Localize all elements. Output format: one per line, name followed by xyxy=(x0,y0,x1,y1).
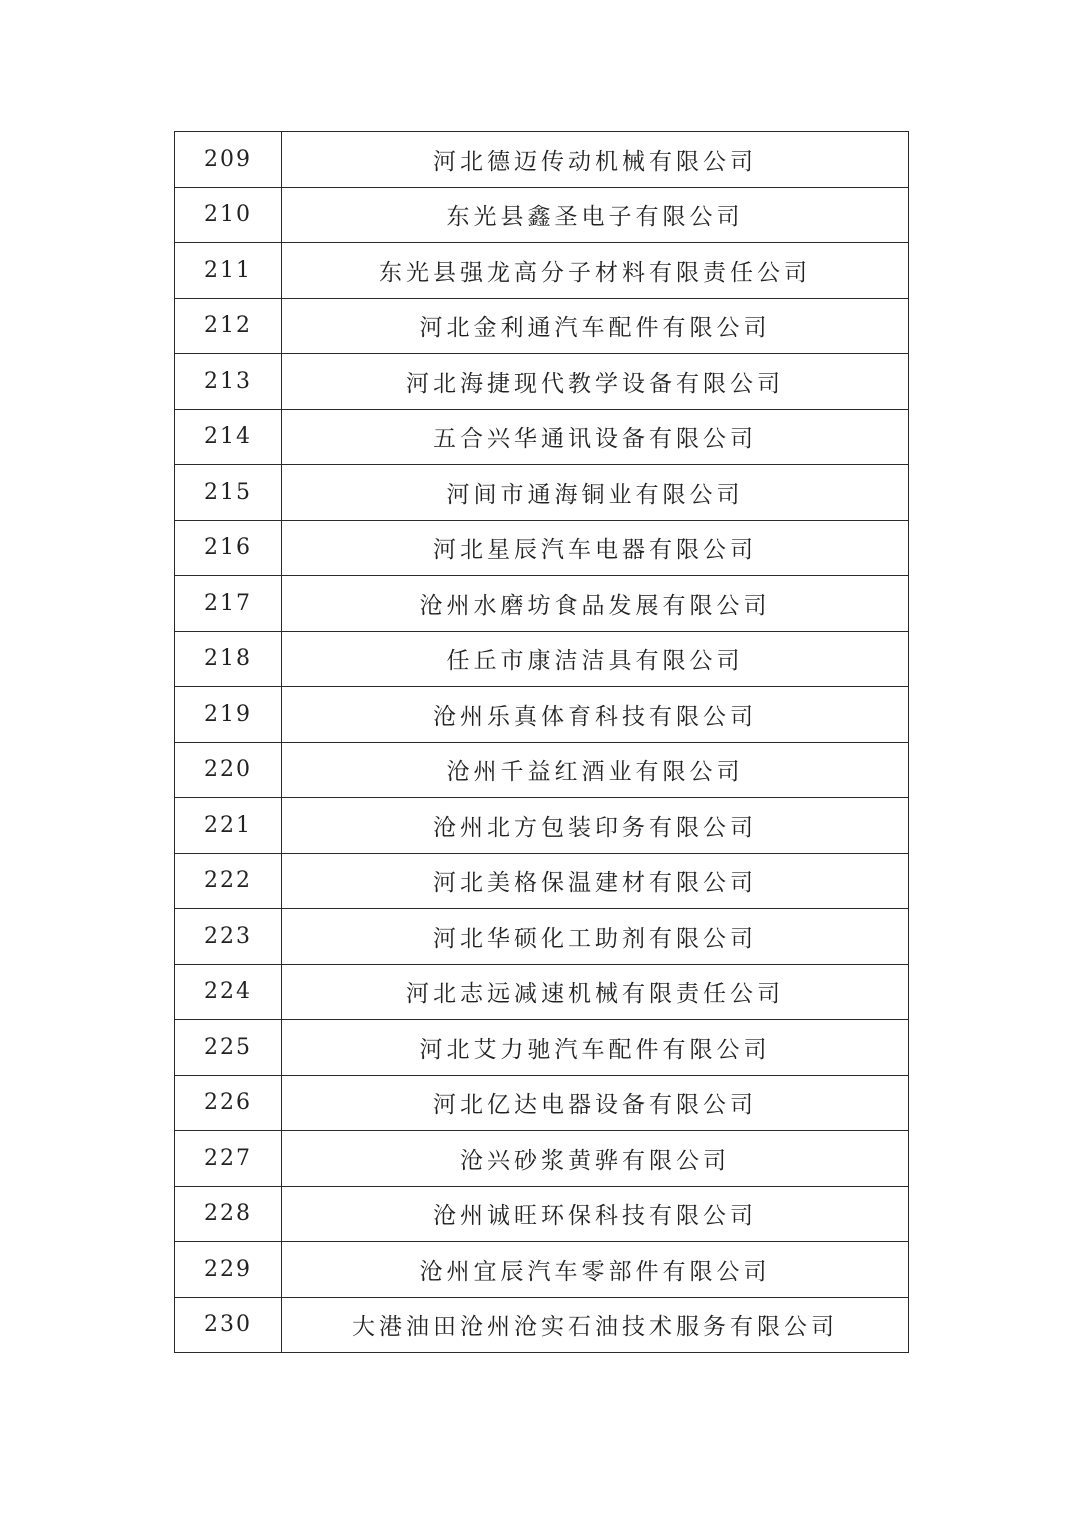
company-list-table xyxy=(174,131,909,1353)
table-row xyxy=(175,243,909,299)
company-name-cell: 河北志远减速机械有限责任公司 xyxy=(282,964,909,1020)
table-row xyxy=(175,298,909,354)
table-row xyxy=(175,132,909,188)
row-number-cell: 217 xyxy=(175,576,282,632)
row-number-cell: 221 xyxy=(175,798,282,854)
row-number-cell: 215 xyxy=(175,465,282,521)
row-number-cell: 219 xyxy=(175,687,282,743)
row-number-cell: 228 xyxy=(175,1186,282,1242)
company-name-cell: 河北星辰汽车电器有限公司 xyxy=(282,520,909,576)
row-number-cell: 223 xyxy=(175,909,282,965)
table-row xyxy=(175,576,909,632)
table-row xyxy=(175,520,909,576)
table-row xyxy=(175,409,909,465)
table-row xyxy=(175,1075,909,1131)
company-name-cell: 沧州水磨坊食品发展有限公司 xyxy=(282,576,909,632)
row-number-cell: 226 xyxy=(175,1075,282,1131)
company-name-cell: 沧州北方包装印务有限公司 xyxy=(282,798,909,854)
company-name-cell: 沧州诚旺环保科技有限公司 xyxy=(282,1186,909,1242)
table-row xyxy=(175,964,909,1020)
company-name-cell: 沧州宜辰汽车零部件有限公司 xyxy=(282,1242,909,1298)
company-name-cell: 沧州千益红酒业有限公司 xyxy=(282,742,909,798)
row-number-cell: 209 xyxy=(175,132,282,188)
row-number-cell: 212 xyxy=(175,298,282,354)
row-number-cell: 218 xyxy=(175,631,282,687)
table-row xyxy=(175,465,909,521)
table-row xyxy=(175,909,909,965)
row-number-cell: 225 xyxy=(175,1020,282,1076)
company-name-cell: 东光县鑫圣电子有限公司 xyxy=(282,187,909,243)
company-name-cell: 河北金利通汽车配件有限公司 xyxy=(282,298,909,354)
table-row xyxy=(175,853,909,909)
table-row xyxy=(175,742,909,798)
table-row xyxy=(175,187,909,243)
table-row xyxy=(175,687,909,743)
company-name-cell: 河间市通海铜业有限公司 xyxy=(282,465,909,521)
company-name-cell: 大港油田沧州沧实石油技术服务有限公司 xyxy=(282,1297,909,1353)
company-name-cell: 河北海捷现代教学设备有限公司 xyxy=(282,354,909,410)
row-number-cell: 229 xyxy=(175,1242,282,1298)
table-row xyxy=(175,1186,909,1242)
table-row xyxy=(175,1242,909,1298)
row-number-cell: 230 xyxy=(175,1297,282,1353)
table-row xyxy=(175,631,909,687)
company-name-cell: 河北德迈传动机械有限公司 xyxy=(282,132,909,188)
table-row xyxy=(175,354,909,410)
company-name-cell: 河北艾力驰汽车配件有限公司 xyxy=(282,1020,909,1076)
row-number-cell: 220 xyxy=(175,742,282,798)
company-name-cell: 任丘市康洁洁具有限公司 xyxy=(282,631,909,687)
table-row xyxy=(175,798,909,854)
row-number-cell: 224 xyxy=(175,964,282,1020)
row-number-cell: 213 xyxy=(175,354,282,410)
row-number-cell: 211 xyxy=(175,243,282,299)
company-name-cell: 河北美格保温建材有限公司 xyxy=(282,853,909,909)
company-name-cell: 河北华硕化工助剂有限公司 xyxy=(282,909,909,965)
row-number-cell: 227 xyxy=(175,1131,282,1187)
company-name-cell: 五合兴华通讯设备有限公司 xyxy=(282,409,909,465)
company-name-cell: 河北亿达电器设备有限公司 xyxy=(282,1075,909,1131)
row-number-cell: 222 xyxy=(175,853,282,909)
row-number-cell: 210 xyxy=(175,187,282,243)
company-name-cell: 沧州乐真体育科技有限公司 xyxy=(282,687,909,743)
table-row xyxy=(175,1297,909,1353)
company-list-body xyxy=(175,132,909,1353)
company-name-cell: 沧兴砂浆黄骅有限公司 xyxy=(282,1131,909,1187)
row-number-cell: 216 xyxy=(175,520,282,576)
table-row xyxy=(175,1131,909,1187)
row-number-cell: 214 xyxy=(175,409,282,465)
table-row xyxy=(175,1020,909,1076)
company-name-cell: 东光县强龙高分子材料有限责任公司 xyxy=(282,243,909,299)
